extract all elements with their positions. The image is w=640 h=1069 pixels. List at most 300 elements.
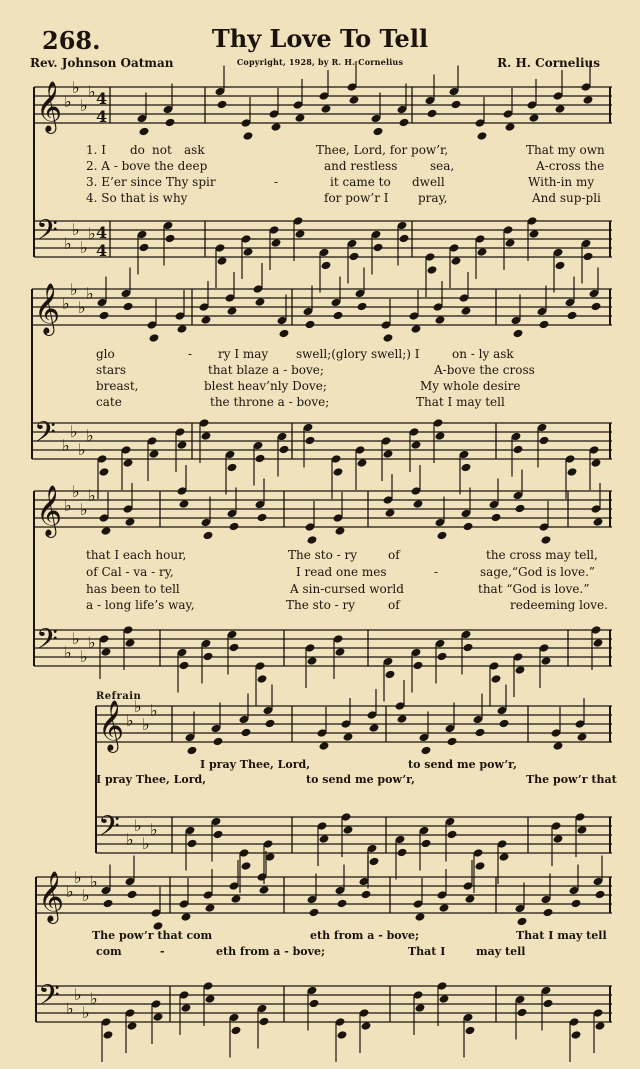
note-head: [515, 504, 526, 514]
note-head: [309, 999, 320, 1009]
note-head: [553, 741, 564, 751]
lyric-syllable: blest heav’nly Dove;: [204, 379, 327, 393]
flat-sign-icon: ♭: [80, 238, 88, 257]
note-head: [213, 830, 224, 840]
note-head: [555, 104, 566, 114]
lyric-line: [0, 175, 640, 191]
lyric-syllable: -: [160, 945, 165, 958]
note-head: [541, 656, 552, 666]
lyric-syllable: A sin-cursed world: [290, 582, 404, 596]
treble-clef-icon: 𝄞: [36, 81, 63, 132]
note-head: [553, 834, 564, 844]
note-head: [593, 517, 604, 527]
flat-sign-icon: ♭: [142, 834, 150, 853]
flat-sign-icon: ♭: [134, 697, 142, 716]
note-head: [321, 261, 332, 271]
lyric-syllable: I pray Thee, Lord,: [200, 758, 311, 771]
flat-sign-icon: ♭: [86, 284, 94, 303]
note-head: [217, 256, 228, 266]
note-head: [491, 513, 502, 523]
flat-sign-icon: ♭: [64, 92, 72, 111]
lyric-line: [0, 159, 640, 175]
note-head: [127, 1021, 138, 1031]
time-signature-bottom: 4: [96, 107, 108, 126]
lyric-line: [0, 347, 640, 363]
flat-sign-icon: ♭: [134, 816, 142, 835]
note-head: [231, 894, 242, 904]
note-head: [543, 908, 554, 918]
note-head: [177, 440, 188, 450]
lyric-syllable: of: [388, 598, 400, 612]
note-head: [201, 315, 212, 325]
lyric-syllable: of Cal - va - ry,: [86, 565, 174, 579]
flat-sign-icon: ♭: [80, 500, 88, 519]
lyric-line: [0, 143, 640, 159]
lyric-syllable: I read one mes: [296, 565, 387, 579]
note-head: [181, 912, 192, 922]
note-head: [439, 994, 450, 1004]
refrain-lyric-line: [0, 773, 640, 789]
note-head: [333, 467, 344, 477]
lyric-syllable: That I: [408, 945, 446, 958]
lyric-syllable: Thee, Lord, for pow’r,: [316, 143, 449, 157]
flat-sign-icon: ♭: [78, 440, 86, 459]
note-head: [373, 127, 384, 137]
note-head: [383, 333, 394, 343]
lyric-syllable: on - ly ask: [452, 347, 514, 361]
lyric-syllable: A-cross the: [536, 159, 605, 173]
note-head: [399, 234, 410, 244]
note-head: [461, 306, 472, 316]
note-head: [177, 324, 188, 334]
note-head: [505, 122, 516, 132]
lyric-syllable: stars: [96, 363, 127, 377]
note-head: [257, 674, 268, 684]
flat-sign-icon: ♭: [64, 643, 72, 662]
lyric-syllable: 1. I: [86, 143, 107, 157]
note-head: [295, 113, 306, 123]
note-head: [413, 661, 424, 671]
note-head: [567, 311, 578, 321]
lyric-syllable: cate: [96, 395, 122, 409]
lyric-syllable: The pow’r that: [526, 773, 617, 786]
note-head: [123, 458, 134, 468]
flat-sign-icon: ♭: [150, 820, 158, 839]
note-head: [491, 674, 502, 684]
note-head: [361, 1021, 372, 1031]
flat-sign-icon: ♭: [90, 872, 98, 891]
note-head: [369, 723, 380, 733]
flat-sign-icon: ♭: [86, 426, 94, 445]
note-head: [465, 894, 476, 904]
lyric-syllable: breast,: [96, 379, 139, 393]
lyric-line: [0, 548, 640, 564]
lyric-syllable: -: [434, 565, 439, 579]
note-head: [99, 467, 110, 477]
flat-sign-icon: ♭: [80, 96, 88, 115]
note-head: [125, 638, 136, 648]
treble-clef-icon: 𝄞: [98, 700, 125, 751]
note-head: [149, 449, 160, 459]
lyric-syllable: A-bove the cross: [434, 363, 535, 377]
lyric-syllable: That my own: [526, 143, 605, 157]
lyric-line: [0, 565, 640, 581]
flat-sign-icon: ♭: [88, 82, 96, 101]
note-head: [421, 746, 432, 756]
note-head: [125, 517, 136, 527]
note-head: [357, 458, 368, 468]
lyric-syllable: to send me pow’r,: [306, 773, 415, 786]
flat-sign-icon: ♭: [62, 294, 70, 313]
note-head: [335, 526, 346, 536]
hymn-title: Thy Love To Tell: [211, 24, 429, 53]
note-head: [255, 297, 266, 307]
note-head: [149, 333, 160, 343]
note-head: [165, 234, 176, 244]
note-head: [515, 665, 526, 675]
note-head: [181, 1003, 192, 1013]
lyric-line: [0, 582, 640, 598]
note-head: [513, 445, 524, 455]
lyric-line: [0, 363, 640, 379]
flat-sign-icon: ♭: [74, 868, 82, 887]
lyric-syllable: it came to: [330, 175, 391, 189]
flat-sign-icon: ♭: [66, 882, 74, 901]
note-head: [101, 647, 112, 657]
note-head: [259, 1017, 270, 1027]
flat-sign-icon: ♭: [82, 886, 90, 905]
note-head: [411, 324, 422, 334]
treble-clef-icon: 𝄞: [36, 485, 63, 536]
note-head: [357, 302, 368, 312]
note-head: [319, 741, 330, 751]
note-head: [583, 252, 594, 262]
note-head: [139, 127, 150, 137]
note-head: [179, 499, 190, 509]
lyric-syllable: I pray Thee, Lord,: [96, 773, 207, 786]
lyric-syllable: eth from a - bove;: [216, 945, 326, 958]
note-head: [99, 311, 110, 321]
note-head: [243, 247, 254, 257]
note-head: [231, 1026, 242, 1036]
note-head: [427, 109, 438, 119]
flat-sign-icon: ♭: [70, 280, 78, 299]
lyric-syllable: The pow’r that com: [92, 929, 213, 942]
hymn-number: 268.: [42, 26, 101, 55]
note-head: [543, 999, 554, 1009]
note-head: [255, 454, 266, 464]
refrain-lyric-line: [0, 929, 640, 945]
note-head: [577, 825, 588, 835]
note-head: [307, 656, 318, 666]
lyric-syllable: has been to tell: [86, 582, 180, 596]
lyric-line: [0, 191, 640, 207]
note-head: [541, 535, 552, 545]
note-head: [179, 661, 190, 671]
flat-sign-icon: ♭: [80, 647, 88, 666]
time-signature-top: 4: [96, 89, 108, 108]
lyric-syllable: the cross may tell,: [486, 548, 598, 562]
flat-sign-icon: ♭: [88, 633, 96, 652]
lyric-syllable: My whole desire: [420, 379, 521, 393]
note-head: [477, 131, 488, 141]
note-head: [127, 890, 138, 900]
lyric-syllable: do: [130, 143, 145, 157]
flat-sign-icon: ♭: [126, 830, 134, 849]
note-head: [475, 728, 486, 738]
lyric-syllable: for pow’r I: [324, 191, 389, 205]
note-head: [593, 638, 604, 648]
note-head: [187, 746, 198, 756]
note-head: [217, 100, 228, 110]
lyric-line: [0, 379, 640, 395]
lyric-syllable: redeeming love.: [510, 598, 608, 612]
note-head: [333, 311, 344, 321]
lyric-syllable: ask: [184, 143, 205, 157]
note-head: [165, 118, 176, 128]
note-head: [361, 890, 372, 900]
note-head: [279, 445, 290, 455]
note-head: [517, 917, 528, 927]
lyric-syllable: With-in my: [528, 175, 595, 189]
note-head: [321, 104, 332, 114]
note-head: [213, 737, 224, 747]
note-head: [397, 848, 408, 858]
note-head: [271, 122, 282, 132]
lyric-syllable: that I each hour,: [86, 548, 187, 562]
note-head: [373, 243, 384, 253]
lyric-syllable: eth from a - bove;: [310, 929, 420, 942]
note-head: [279, 329, 290, 339]
note-head: [413, 499, 424, 509]
lyric-syllable: ry I may: [218, 347, 269, 361]
note-head: [397, 714, 408, 724]
note-head: [475, 861, 486, 871]
lyric-syllable: not: [152, 143, 172, 157]
flat-sign-icon: ♭: [142, 715, 150, 734]
lyric-syllable: com: [96, 945, 122, 958]
refrain-lyric-line: [0, 758, 640, 774]
note-head: [463, 643, 474, 653]
lyric-syllable: swell;(glory swell;) I: [296, 347, 420, 361]
note-head: [529, 229, 540, 239]
flat-sign-icon: ♭: [72, 78, 80, 97]
lyric-syllable: that “God is love.”: [478, 582, 590, 596]
lyric-syllable: 2. A - bove the deep: [86, 159, 208, 173]
lyric-syllable: and restless: [324, 159, 398, 173]
note-head: [337, 1030, 348, 1040]
lyric-line: [0, 598, 640, 614]
note-head: [595, 890, 606, 900]
lyric-syllable: of: [388, 548, 400, 562]
note-head: [571, 899, 582, 909]
note-head: [241, 728, 252, 738]
flat-sign-icon: ♭: [82, 1003, 90, 1022]
note-head: [505, 238, 516, 248]
flat-sign-icon: ♭: [88, 224, 96, 243]
note-head: [305, 320, 316, 330]
bass-clef-icon: 𝄢: [38, 979, 60, 1019]
note-head: [385, 670, 396, 680]
note-head: [257, 513, 268, 523]
note-head: [435, 431, 446, 441]
note-head: [203, 531, 214, 541]
lyric-syllable: may tell: [476, 945, 526, 958]
flat-sign-icon: ♭: [72, 220, 80, 239]
note-head: [415, 1003, 426, 1013]
note-head: [139, 243, 150, 253]
note-head: [229, 643, 240, 653]
note-head: [227, 463, 238, 473]
flat-sign-icon: ♭: [72, 629, 80, 648]
refrain-label: Refrain: [96, 691, 142, 702]
note-head: [555, 261, 566, 271]
lyric-syllable: The sto - ry: [288, 548, 358, 562]
note-head: [571, 1030, 582, 1040]
treble-clef-icon: 𝄞: [38, 871, 65, 922]
time-signature-top: 4: [96, 223, 108, 242]
note-head: [335, 647, 346, 657]
note-head: [399, 118, 410, 128]
note-head: [539, 436, 550, 446]
note-head: [319, 834, 330, 844]
note-head: [539, 320, 550, 330]
flat-sign-icon: ♭: [64, 234, 72, 253]
note-head: [591, 458, 602, 468]
note-head: [465, 1026, 476, 1036]
note-head: [529, 113, 540, 123]
note-head: [187, 839, 198, 849]
note-head: [227, 306, 238, 316]
note-head: [265, 719, 276, 729]
note-head: [427, 265, 438, 275]
lyric-syllable: a - long life’s way,: [86, 598, 195, 612]
note-head: [567, 467, 578, 477]
note-head: [203, 652, 214, 662]
note-head: [595, 1021, 606, 1031]
lyric-syllable: 4. So that is why: [86, 191, 188, 205]
lyric-syllable: -: [274, 175, 279, 189]
note-head: [241, 861, 252, 871]
flat-sign-icon: ♭: [72, 482, 80, 501]
flat-sign-icon: ♭: [62, 436, 70, 455]
note-head: [461, 463, 472, 473]
note-head: [229, 522, 240, 532]
treble-clef-icon: 𝄞: [34, 283, 61, 334]
flat-sign-icon: ♭: [70, 422, 78, 441]
bass-clef-icon: 𝄢: [36, 214, 58, 254]
lyric-syllable: And sup-pli: [532, 191, 601, 205]
lyric-syllable: dwell: [412, 175, 445, 189]
note-head: [499, 852, 510, 862]
lyric-syllable: That I may tell: [416, 395, 505, 409]
note-head: [591, 302, 602, 312]
lyric-syllable: that blaze a - bove;: [208, 363, 324, 377]
note-head: [499, 719, 510, 729]
note-head: [411, 440, 422, 450]
flat-sign-icon: ♭: [64, 496, 72, 515]
note-head: [447, 737, 458, 747]
note-head: [343, 825, 354, 835]
note-head: [259, 885, 270, 895]
bass-clef-icon: 𝄢: [98, 810, 120, 850]
note-head: [101, 526, 112, 536]
note-head: [349, 95, 360, 105]
note-head: [337, 899, 348, 909]
note-head: [477, 247, 488, 257]
note-head: [385, 508, 396, 518]
note-head: [103, 1030, 114, 1040]
flat-sign-icon: ♭: [66, 999, 74, 1018]
note-head: [309, 908, 320, 918]
note-head: [307, 535, 318, 545]
lyric-syllable: 3. E’er since Thy spir: [86, 175, 216, 189]
note-head: [123, 302, 134, 312]
refrain-lyric-line: [0, 945, 640, 961]
note-head: [343, 732, 354, 742]
lyric-syllable: The sto - ry: [286, 598, 356, 612]
lyric-syllable: That I may tell: [516, 929, 607, 942]
note-head: [517, 1008, 528, 1018]
note-head: [205, 903, 216, 913]
note-head: [383, 449, 394, 459]
note-head: [305, 436, 316, 446]
note-head: [583, 95, 594, 105]
composer-credit: R. H. Cornelius: [497, 56, 600, 70]
copyright-notice: Copyright, 1928, by R. H. Cornelius: [236, 57, 404, 67]
note-head: [451, 256, 462, 266]
note-head: [205, 994, 216, 1004]
note-head: [513, 329, 524, 339]
note-head: [243, 131, 254, 141]
flat-sign-icon: ♭: [78, 298, 86, 317]
note-head: [437, 531, 448, 541]
note-head: [369, 857, 380, 867]
lyric-syllable: pray,: [418, 191, 448, 205]
note-head: [439, 903, 450, 913]
note-head: [349, 252, 360, 262]
lyric-syllable: sage,“God is love.”: [480, 565, 596, 579]
lyric-syllable: the throne a - bove;: [210, 395, 330, 409]
time-signature-bottom: 4: [96, 241, 108, 260]
lyric-line: [0, 395, 640, 411]
note-head: [463, 522, 474, 532]
note-head: [415, 912, 426, 922]
lyric-syllable: glo: [96, 347, 115, 361]
note-head: [447, 830, 458, 840]
note-head: [451, 100, 462, 110]
flat-sign-icon: ♭: [74, 985, 82, 1004]
note-head: [421, 839, 432, 849]
note-head: [435, 315, 446, 325]
note-head: [295, 229, 306, 239]
note-head: [271, 238, 282, 248]
note-head: [201, 431, 212, 441]
flat-sign-icon: ♭: [90, 989, 98, 1008]
lyric-syllable: to send me pow’r,: [408, 758, 517, 771]
note-head: [153, 1012, 164, 1022]
flat-sign-icon: ♭: [150, 701, 158, 720]
note-head: [103, 899, 114, 909]
lyric-syllable: -: [188, 347, 193, 361]
bass-clef-icon: 𝄢: [36, 623, 58, 663]
note-head: [577, 732, 588, 742]
author-credit: Rev. Johnson Oatman: [30, 56, 174, 70]
bass-clef-icon: 𝄢: [34, 416, 56, 456]
flat-sign-icon: ♭: [88, 486, 96, 505]
lyric-syllable: sea,: [430, 159, 455, 173]
note-head: [437, 652, 448, 662]
